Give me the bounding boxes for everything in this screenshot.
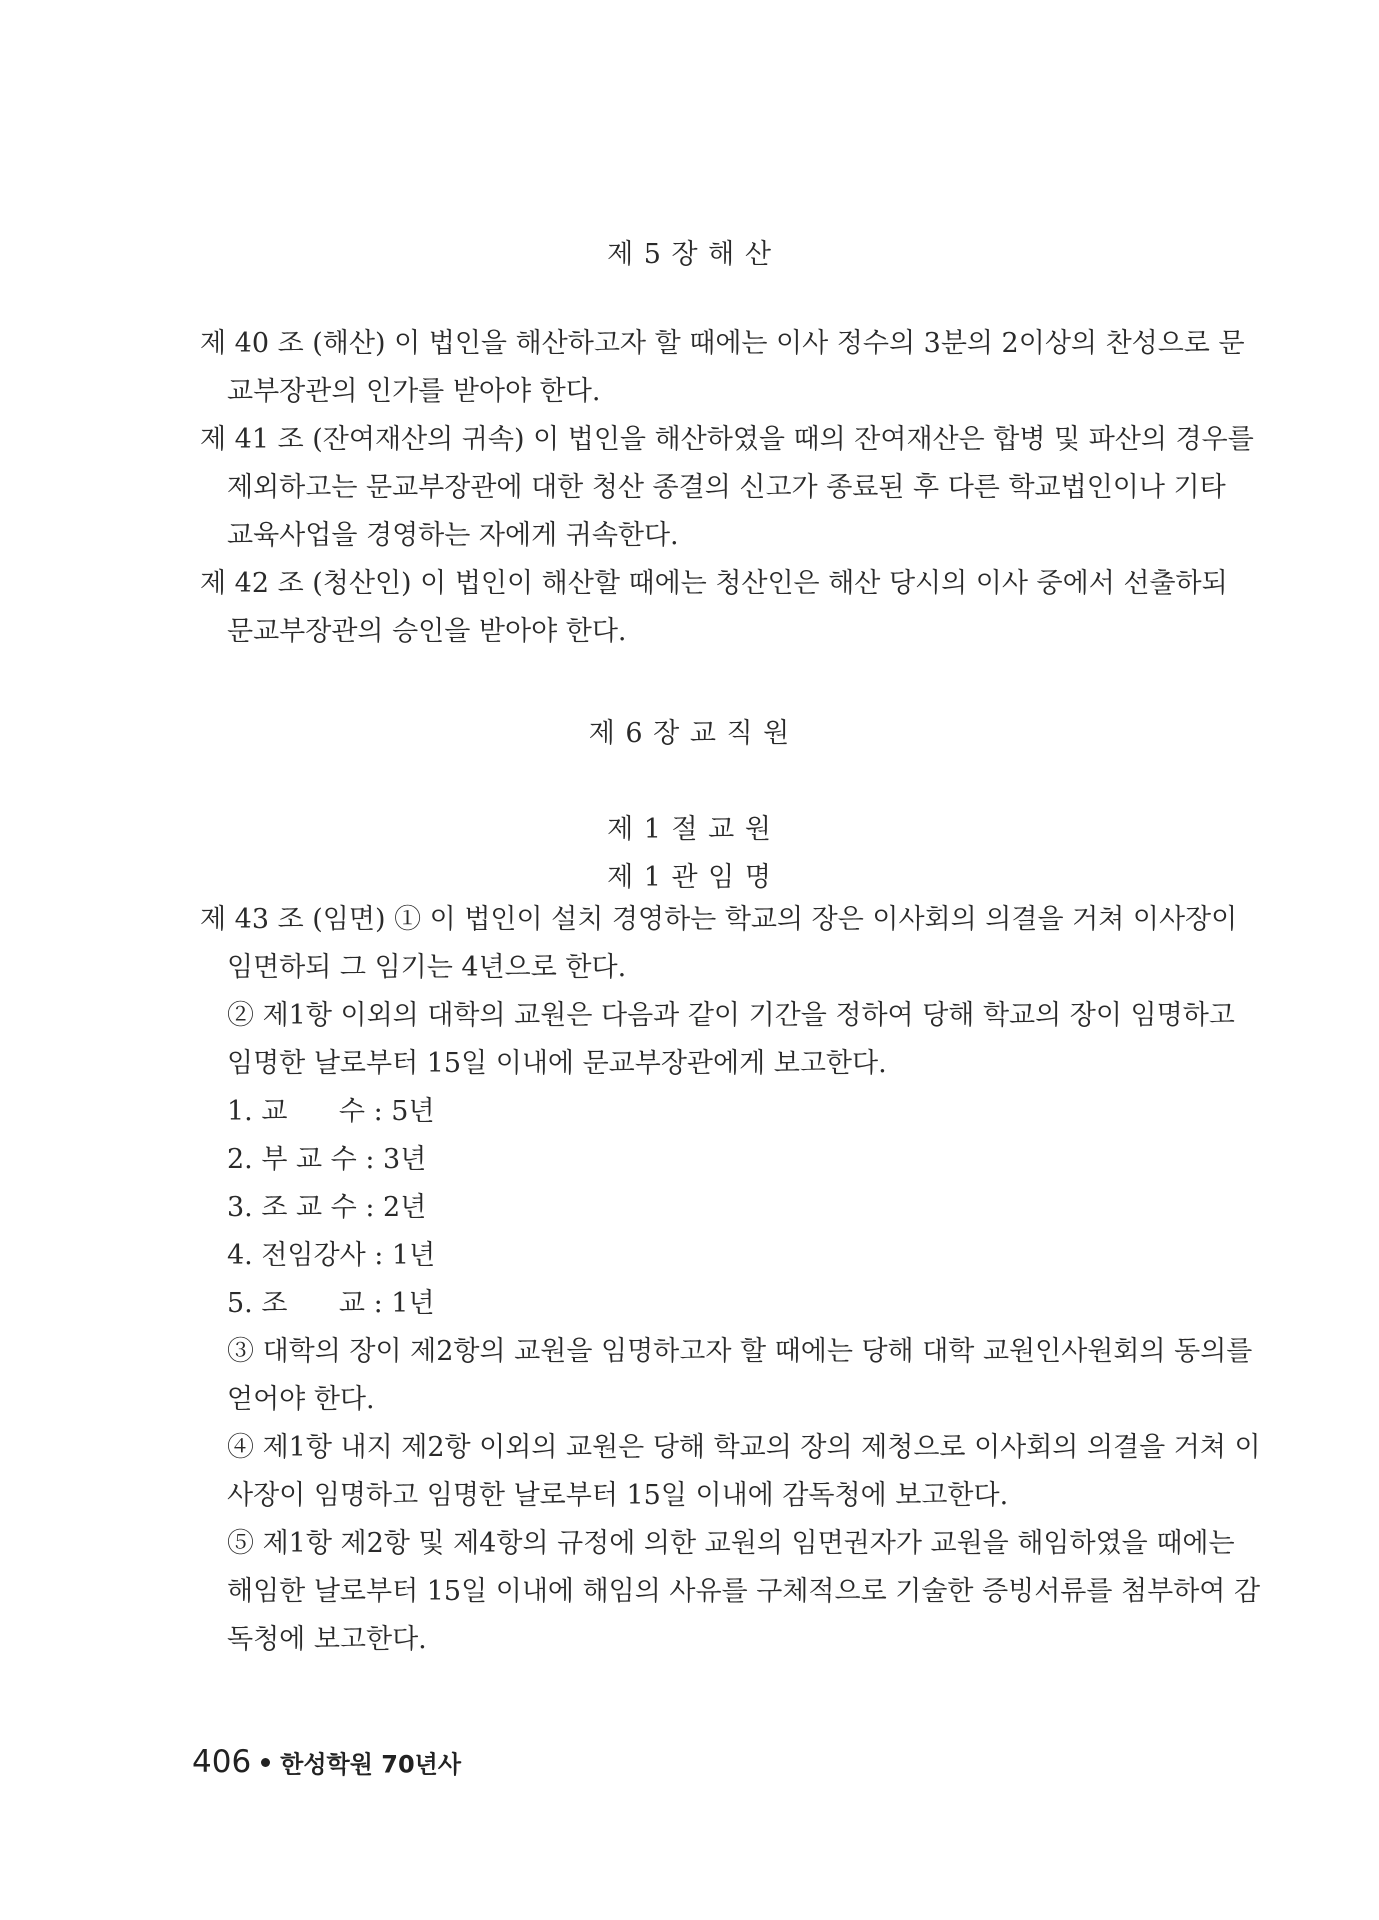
list-item-3: 3. 조 교 수 : 2년 (227, 1192, 427, 1223)
bullet-separator (261, 1758, 270, 1767)
paragraph-3-line-2: 얻어야 한다. (227, 1384, 375, 1415)
subsection-title: 제 1 관 임 명 (607, 862, 772, 893)
chapter-5-title: 제 5 장 해 산 (607, 239, 772, 270)
article-43-line-2: 임면하되 그 임기는 4년으로 한다. (227, 952, 627, 983)
paragraph-2-line-2: 임명한 날로부터 15일 이내에 문교부장관에게 보고한다. (227, 1048, 887, 1079)
article-41-line-3: 교육사업을 경영하는 자에게 귀속한다. (227, 520, 679, 551)
article-43-line-1: 제 43 조 (임면) ① 이 법인이 설치 경영하는 학교의 장은 이사회의 의결을 거쳐 이사장이 (200, 904, 1238, 935)
page-footer (192, 1744, 461, 1780)
paragraph-3-line-1: ③ 대학의 장이 제2항의 교원을 임명하고자 할 때에는 당해 대학 교원인사원회의 동의를 (227, 1336, 1253, 1367)
list-item-2: 2. 부 교 수 : 3년 (227, 1144, 427, 1175)
article-41-line-2: 제외하고는 문교부장관에 대한 청산 종결의 신고가 종료된 후 다른 학교법인이나 기타 (227, 472, 1226, 503)
article-41-line-1: 제 41 조 (잔여재산의 귀속) 이 법인을 해산하였을 때의 잔여재산은 합병 및 파산의 경우를 (200, 424, 1254, 455)
page-number: 406 (192, 1744, 252, 1780)
chapter-6-title: 제 6 장 교 직 원 (588, 718, 791, 749)
article-40-line-2: 교부장관의 인가를 받아야 한다. (227, 376, 601, 407)
paragraph-4-line-1: ④ 제1항 내지 제2항 이외의 교원은 당해 학교의 장의 제청으로 이사회의 의결을 거쳐 이 (227, 1432, 1261, 1463)
list-item-4: 4. 전임강사 : 1년 (227, 1240, 436, 1271)
book-title: 한성학원 70년사 (280, 1750, 462, 1779)
paragraph-4-line-2: 사장이 임명하고 임명한 날로부터 15일 이내에 감독청에 보고한다. (227, 1480, 1009, 1511)
article-42-line-2: 문교부장관의 승인을 받아야 한다. (227, 616, 627, 647)
paragraph-2-line-1: ② 제1항 이외의 대학의 교원은 다음과 같이 기간을 정하여 당해 학교의 장이 임명하고 (227, 1000, 1235, 1031)
article-42-line-1: 제 42 조 (청산인) 이 법인이 해산할 때에는 청산인은 해산 당시의 이사 중에서 선출하되 (200, 568, 1228, 599)
paragraph-5-line-2: 해임한 날로부터 15일 이내에 해임의 사유를 구체적으로 기술한 증빙서류를 첨부하여 감 (227, 1576, 1261, 1607)
paragraph-5-line-1: ⑤ 제1항 제2항 및 제4항의 규정에 의한 교원의 임면권자가 교원을 해임하였을 때에는 (227, 1528, 1235, 1559)
list-item-5: 5. 조 교 : 1년 (227, 1288, 435, 1319)
list-item-1: 1. 교 수 : 5년 (227, 1096, 435, 1127)
paragraph-5-line-3: 독청에 보고한다. (227, 1624, 427, 1655)
article-40-line-1: 제 40 조 (해산) 이 법인을 해산하고자 할 때에는 이사 정수의 3분의 2이상의 찬성으로 문 (200, 328, 1245, 359)
section-title: 제 1 절 교 원 (607, 814, 772, 845)
